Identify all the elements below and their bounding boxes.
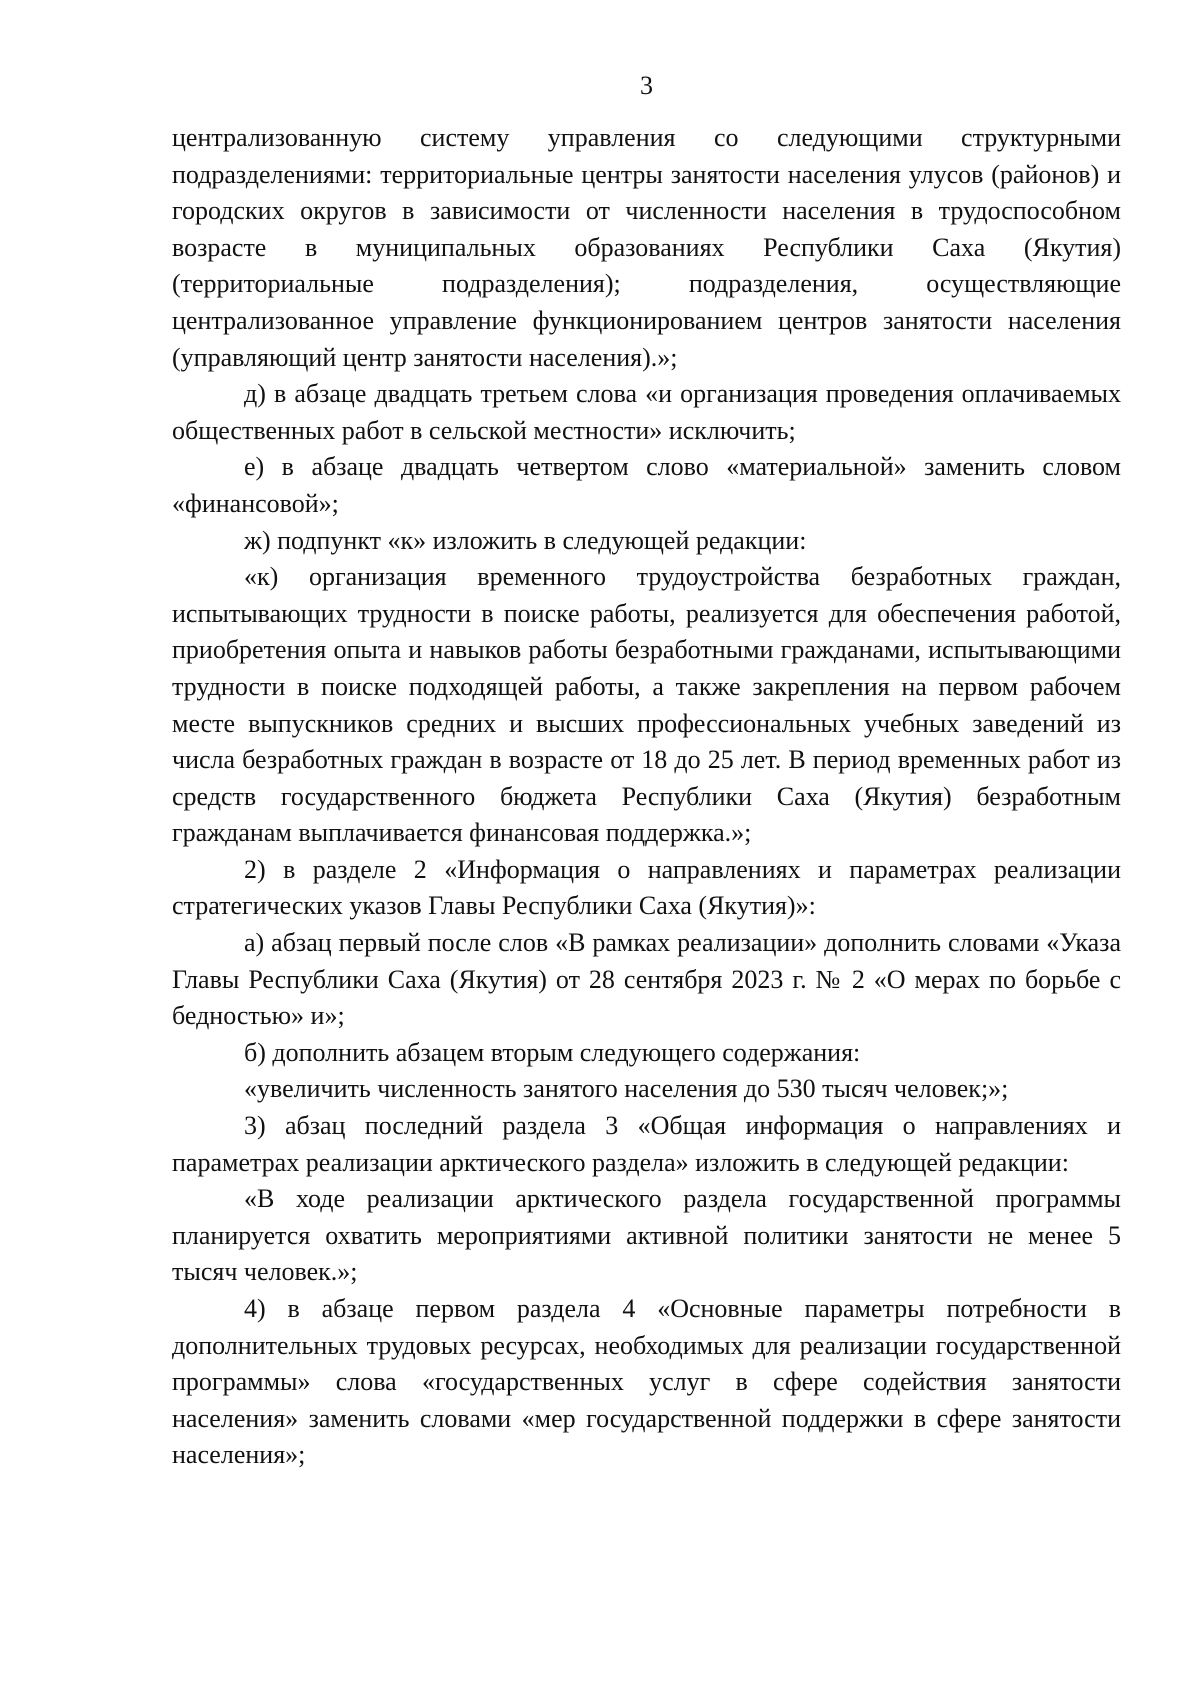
document-page xyxy=(172,64,1121,1474)
paragraph-item-a: а) абзац первый после слов «В рамках реализации» дополнить словами «Указа Главы Республики Саха (Якутия) от 28 сентября 2023 г. № 2 «О мерах по борьбе с бедностью» и»; xyxy=(172,928,1121,1031)
paragraph-quoted-subitem-k: «к) организация временного трудоустройства безработных граждан, испытывающих трудности в поиске работы, реализуется для обеспечения работой, приобретения опыта и навыков работы безработными гражданами, испытывающими трудности в поиске подходящей работы, а также закрепления на первом рабочем месте выпускников средних и высших профессиональных учебных заведений из числа безработных граждан в возрасте от 18 до 25 лет. В период временных работ из средств государственного бюджета Республики Саха (Якутия) безработным гражданам выплачивается финансовая поддержка.»; xyxy=(172,562,1121,848)
paragraph-quoted-arctic: «В ходе реализации арктического раздела государственной программы планируется охватить мероприятиями активной политики занятости не менее 5 тысяч человек.»; xyxy=(172,1184,1121,1287)
paragraph-item-3: 3) абзац последний раздела 3 «Общая информация о направлениях и параметрах реализации арктического раздела» изложить в следующей редакции: xyxy=(172,1111,1121,1177)
paragraph-item-2: 2) в разделе 2 «Информация о направлениях и параметрах реализации стратегических указов Главы Республики Саха (Якутия)»: xyxy=(172,854,1121,921)
paragraph-item-e: е) в абзаце двадцать четвертом слово «материальной» заменить словом «финансовой»; xyxy=(172,452,1121,518)
paragraph-item-b: б) дополнить абзацем вторым следующего содержания: xyxy=(244,1037,861,1067)
paragraph-item-4: 4) в абзаце первом раздела 4 «Основные параметры потребности в дополнительных трудовых ресурсах, необходимых для реализации государственной программы» слова «государственных услуг в сфере содействия занятости населения» заменить словами «мер государственной поддержки в сфере занятости населения»; xyxy=(172,1294,1121,1470)
paragraph-continuation: централизованную систему управления со следующими структурными подразделениями: территориальные центры занятости населения улусов (районов) и городских округов в зависимости от численности населения в трудоспособном возрасте в муниципальных образованиях Республики Саха (Якутия) (территориальные подразделения); подразделения, осуществляющие централизованное управление функционированием центров занятости населения (управляющий центр занятости населения).»; xyxy=(172,123,1121,372)
page-number: 3 xyxy=(640,71,653,100)
paragraph-quoted-employment: «увеличить численность занятого населения до 530 тысяч человек;»; xyxy=(244,1074,1009,1104)
paragraph-item-zh: ж) подпункт «к» изложить в следующей редакции: xyxy=(244,525,807,555)
paragraph-item-d: д) в абзаце двадцать третьем слова «и организация проведения оплачиваемых общественных работ в сельской местности» исключить; xyxy=(172,379,1121,445)
